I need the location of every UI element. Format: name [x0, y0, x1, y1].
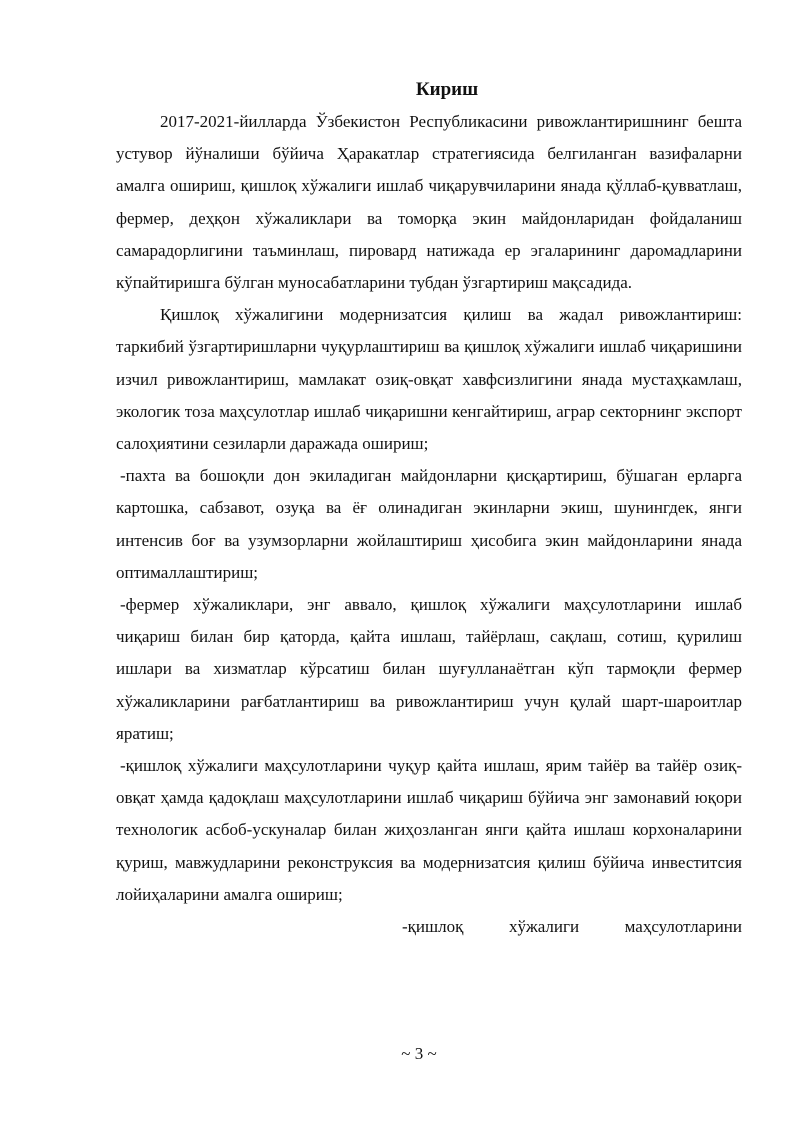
paragraph-processing: -қишлоқ хўжалиги маҳсулотларини чуқур қайта ишлаш, ярим тайёр ва тайёр озиқ-овқат ҳамда қадоқлаш маҳсулотларини ишлаб чиқариш бўйича энг замонавий юқори технологик асбоб-ускуналар билан жиҳозланган янги қайта ишлаш корхоналарини қуриш, мавжудларини реконструксия ва модернизатсия қилиш бўйича инвеститсия лойиҳаларини амалга ошириш;	[116, 756, 742, 904]
trailing-word: хўжалиги	[508, 917, 580, 937]
trailing-word: маҳсулотларини	[624, 917, 742, 937]
paragraph-cotton-grain: -пахта ва бошоқли дон экиладиган майдонларни қисқартириш, бўшаган ерларга картошка, сабзавот, озуқа ва ёғ олинадиган экинларни экиш, шунингдек, янги интенсив боғ ва узумзорларни жойлаштириш ҳисобига экин майдонларини янада оптималлаштириш;	[116, 466, 742, 582]
paragraph-modernization: Қишлоқ хўжалигини модернизатсия қилиш ва жадал ривожлантириш: таркибий ўзгартиришларни чуқурлаштириш ва қишлоқ хўжалиги ишлаб чиқаришини изчил ривожлантириш, мамлакат озиқ-овқат хавфсизлигини янада мустаҳкамлаш, экологик тоза маҳсулотлар ишлаб чиқаришни кенгайтириш, аграр секторнинг экспорт салоҳиятини сезиларли даражада ошириш;	[116, 305, 742, 454]
trailing-word: -қишлоқ	[402, 917, 464, 937]
paragraph-intro: 2017-2021-йилларда Ўзбекистон Республикасини ривожлантиришнинг бешта устувор йўналиши бўйича Ҳаракатлар стратегиясида белгиланган вазифаларни амалга ошириш, қишлоқ хўжалиги ишлаб чиқарувчиларини янада қўллаб-қувватлаш, фермер, деҳқон хўжаликлари ва томорқа экин майдонларидан фойдаланиш самарадорлигини таъминлаш, пировард натижада ер эгаларининг даромадларини кўпайтиришга бўлган муносабатларини тубдан ўзгартириш мақсадида.	[116, 112, 742, 293]
paragraph-farmers: -фермер хўжаликлари, энг аввало, қишлоқ хўжалиги маҳсулотларини ишлаб чиқариш билан бир қаторда, қайта ишлаш, тайёрлаш, сақлаш, сотиш, қурилиш ишлари ва хизматлар кўрсатиш билан шуғулланаётган кўп тармоқли фермер хўжаликларини рағбатлантириш ва ривожлантириш учун қулай шарт-шароитлар яратиш;	[116, 595, 742, 743]
page-number: ~ 3 ~	[401, 1044, 437, 1063]
page-title: Кириш	[415, 79, 479, 100]
trailing-line	[116, 911, 742, 943]
page-content	[116, 78, 742, 943]
